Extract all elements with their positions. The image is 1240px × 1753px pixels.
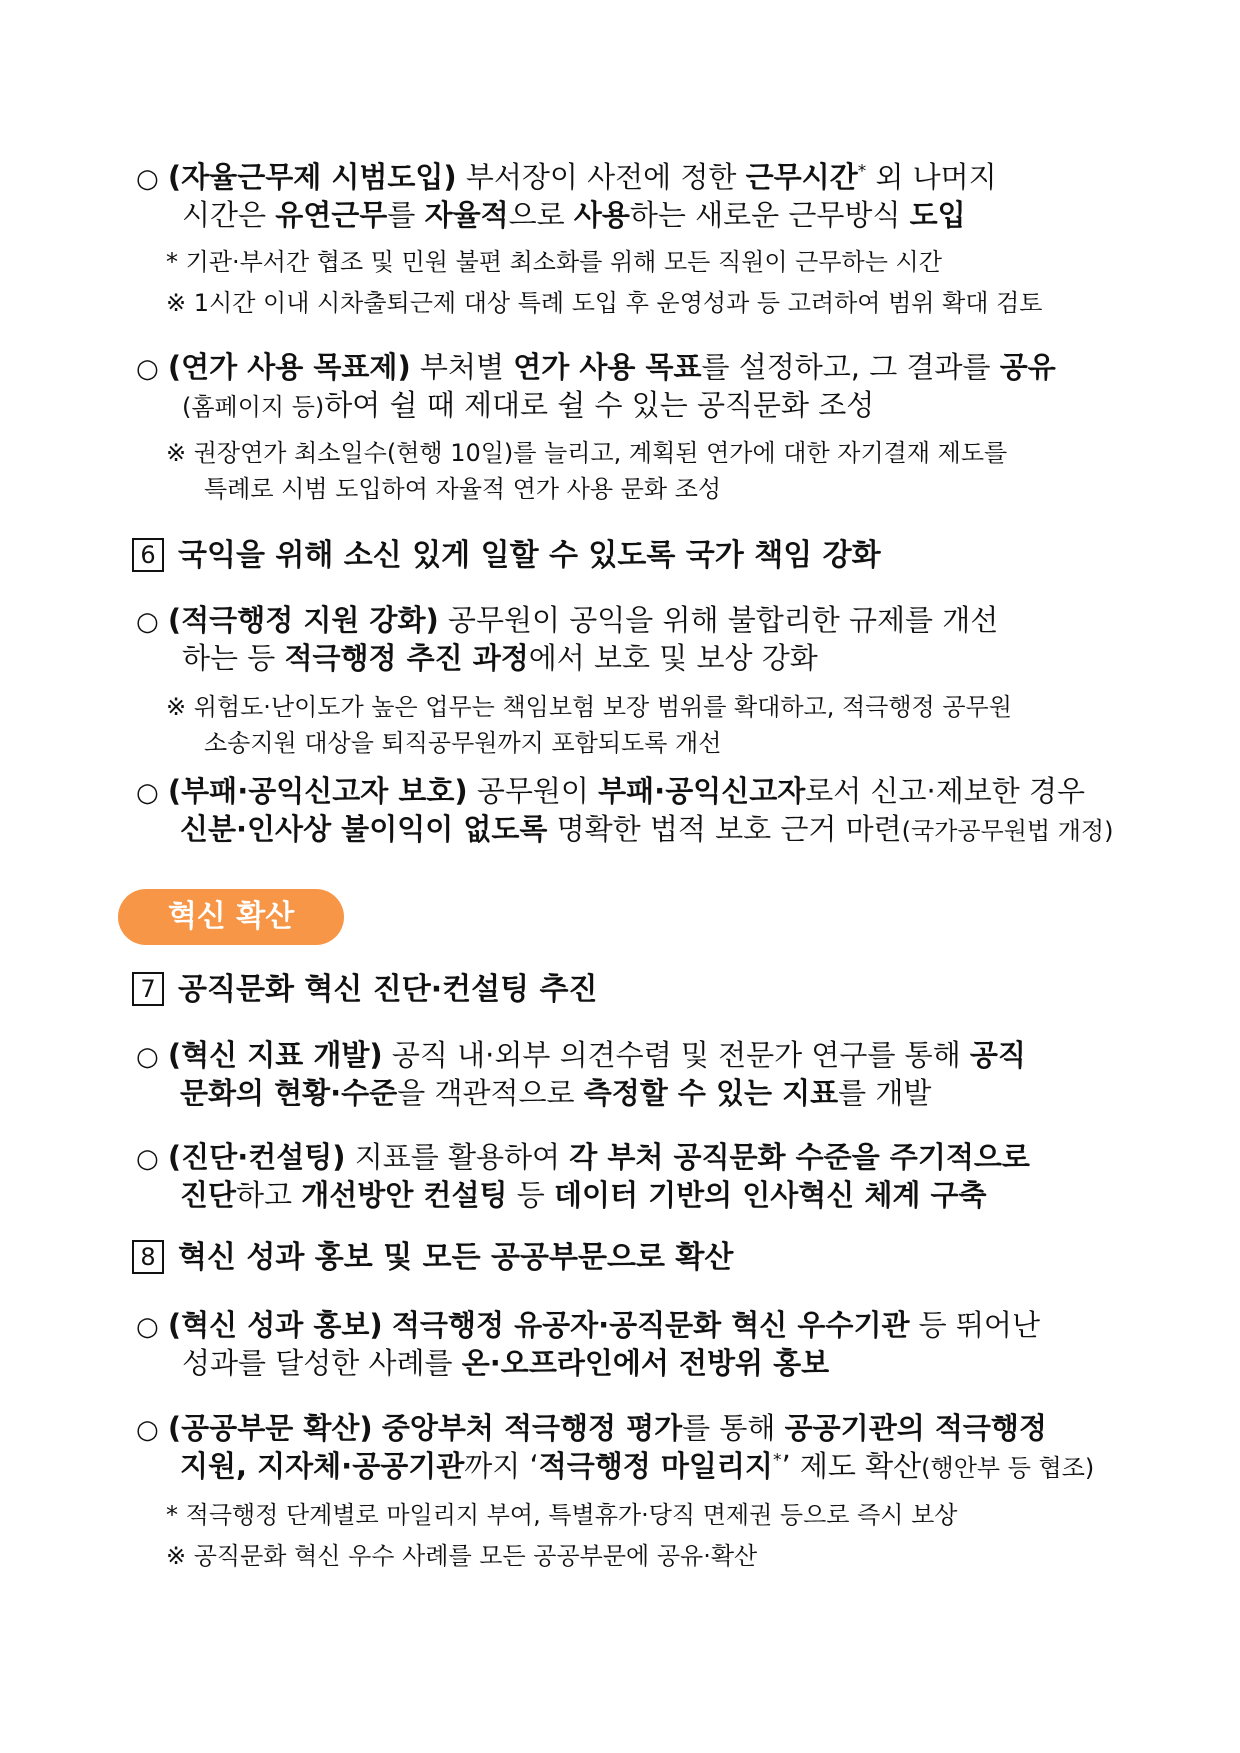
text: (국가공무원법 개정) xyxy=(901,817,1114,845)
bullet-circle-icon: ○ xyxy=(136,164,159,194)
text: 공무원이 xyxy=(467,774,599,808)
footnote: * 적극행정 단계별로 마일리지 부여, 특별휴가·당직 면제권 등으로 즉시 보상 xyxy=(166,1501,958,1529)
item-title: (자율근무제 시범도입) xyxy=(167,160,457,194)
bullet-circle-icon: ○ xyxy=(136,607,159,637)
item-title: (진단·컨설팅) xyxy=(167,1140,346,1174)
item-title: (혁신 지표 개발) xyxy=(167,1038,383,1072)
text: 등 xyxy=(507,1178,554,1212)
emph-text: 자율적 xyxy=(424,198,509,232)
text: 하여 쉴 때 제대로 쉴 수 있는 공직문화 조성 xyxy=(324,388,875,422)
text xyxy=(383,1308,392,1342)
emph-text: 적극행정 유공자·공직문화 혁신 우수기관 xyxy=(391,1308,910,1342)
text: 공무원이 공익을 위해 불합리한 규제를 개선 xyxy=(438,603,999,637)
text: (홈페이지 등) xyxy=(182,393,325,421)
text: 를 xyxy=(387,198,425,232)
emph-text: 근무시간 xyxy=(745,160,858,194)
emph-text: 데이터 기반의 인사혁신 체계 구축 xyxy=(553,1178,987,1212)
item-line-2 xyxy=(180,1074,931,1112)
text: 를 설정하고, 그 결과를 xyxy=(701,350,1000,384)
section-title: 국익을 위해 소신 있게 일할 수 있도록 국가 책임 강화 xyxy=(178,538,881,573)
item-line-2 xyxy=(182,196,966,234)
section-heading-8 xyxy=(132,1238,733,1278)
emph-text: 진단 xyxy=(180,1178,237,1212)
bullet-circle-icon: ○ xyxy=(136,1042,159,1072)
text: 으로 xyxy=(508,198,574,232)
emph-text: 지원, 지자체·공공기관 xyxy=(180,1449,465,1483)
item-line-1 xyxy=(136,158,997,198)
item-line-1 xyxy=(136,1306,1040,1346)
reference-note: ※ 위험도·난이도가 높은 업무는 책임보험 보장 범위를 확대하고, 적극행정 공무원 xyxy=(166,693,1012,721)
item-line-1 xyxy=(136,348,1056,388)
item-title: (공공부문 확산) xyxy=(167,1411,373,1445)
text: 로서 신고·제보한 경우 xyxy=(805,774,1086,808)
item-title: (혁신 성과 홍보) xyxy=(167,1308,383,1342)
item-line-2 xyxy=(182,639,818,677)
section-title: 공직문화 혁신 진단·컨설팅 추진 xyxy=(178,972,598,1007)
text: 하고 xyxy=(236,1178,302,1212)
item-line-2 xyxy=(180,1176,987,1214)
section-heading-7 xyxy=(132,970,597,1010)
text: ’ 제도 확산 xyxy=(781,1449,922,1483)
item-line-1 xyxy=(136,601,998,641)
emph-text: 온·오프라인에서 전방위 홍보 xyxy=(461,1346,830,1380)
reference-note: ※ 1시간 이내 시차출퇴근제 대상 특례 도입 후 운영성과 등 고려하여 범위 확대 검토 xyxy=(166,289,1043,317)
emph-text: 중앙부처 적극행정 평가 xyxy=(381,1411,683,1445)
emph-text: 문화의 현황·수준 xyxy=(180,1076,398,1110)
text: 등 뛰어난 xyxy=(909,1308,1040,1342)
text: 하는 새로운 근무방식 xyxy=(629,198,910,232)
emph-text: 공직 xyxy=(969,1038,1026,1072)
text: 까지 ‘ xyxy=(464,1449,539,1483)
item-line-1 xyxy=(136,1409,1047,1449)
text: 외 나머지 xyxy=(866,160,997,194)
bullet-circle-icon: ○ xyxy=(136,354,159,384)
emph-text: 연가 사용 목표 xyxy=(513,350,702,384)
section-number-box: 7 xyxy=(132,972,164,1006)
reference-note: ※ 공직문화 혁신 우수 사례를 모든 공공부문에 공유·확산 xyxy=(166,1542,758,1570)
text: 하는 등 xyxy=(182,641,285,675)
emph-text: 부패·공익신고자 xyxy=(598,774,806,808)
section-heading-6 xyxy=(132,536,881,576)
item-title: (부패·공익신고자 보호) xyxy=(167,774,468,808)
item-line-1 xyxy=(136,1036,1026,1076)
emph-text: 적극행정 마일리지 xyxy=(538,1449,773,1483)
text: 부처별 xyxy=(410,350,514,384)
reference-note-cont: 특례로 시범 도입하여 자율적 연가 사용 문화 조성 xyxy=(204,475,722,503)
section-number-box: 8 xyxy=(132,1240,164,1274)
emph-text: 공공기관의 적극행정 xyxy=(784,1411,1047,1445)
emph-text: 유연근무 xyxy=(275,198,388,232)
footnote-mark: * xyxy=(772,1450,782,1471)
text: 공직 내·외부 의견수렴 및 전문가 연구를 통해 xyxy=(382,1038,970,1072)
text: 성과를 달성한 사례를 xyxy=(182,1346,462,1380)
text: 에서 보호 및 보상 강화 xyxy=(528,641,818,675)
emph-text: 사용 xyxy=(573,198,630,232)
text: 시간은 xyxy=(182,198,276,232)
emph-text: 신분·인사상 불이익이 없도록 xyxy=(180,812,548,846)
text: (행안부 등 협조) xyxy=(921,1454,1095,1482)
item-line-1 xyxy=(136,1138,1030,1178)
emph-text: 개선방안 컨설팅 xyxy=(301,1178,508,1212)
bullet-circle-icon: ○ xyxy=(136,1312,159,1342)
item-title: (적극행정 지원 강화) xyxy=(167,603,439,637)
text: 부서장이 사전에 정한 xyxy=(456,160,746,194)
emph-text: 공유 xyxy=(999,350,1056,384)
bullet-circle-icon: ○ xyxy=(136,778,159,808)
emph-text: 측정할 수 있는 지표 xyxy=(583,1076,839,1110)
reference-note: ※ 권장연가 최소일수(현행 10일)를 늘리고, 계획된 연가에 대한 자기결재 제도를 xyxy=(166,439,1008,467)
text: 를 통해 xyxy=(682,1411,785,1445)
item-line-2 xyxy=(180,810,1113,850)
category-pill: 혁신 확산 xyxy=(118,889,344,945)
item-title: (연가 사용 목표제) xyxy=(167,350,411,384)
item-line-2 xyxy=(182,1344,829,1382)
text: 지표를 활용하여 xyxy=(345,1140,570,1174)
text: 명확한 법적 보호 근거 마련 xyxy=(547,812,902,846)
bullet-circle-icon: ○ xyxy=(136,1415,159,1445)
item-line-1 xyxy=(136,772,1085,812)
text: 을 객관적으로 xyxy=(397,1076,584,1110)
text: 를 개발 xyxy=(838,1076,932,1110)
section-number-box: 6 xyxy=(132,538,164,572)
footnote-mark: * xyxy=(857,161,867,182)
emph-text: 적극행정 추진 과정 xyxy=(284,641,529,675)
section-title: 혁신 성과 홍보 및 모든 공공부문으로 확산 xyxy=(178,1240,734,1275)
item-line-2 xyxy=(180,1447,1094,1487)
bullet-circle-icon: ○ xyxy=(136,1144,159,1174)
reference-note-cont: 소송지원 대상을 퇴직공무원까지 포함되도록 개선 xyxy=(204,729,722,757)
footnote: * 기관·부서간 협조 및 민원 불편 최소화를 위해 모든 직원이 근무하는 시간 xyxy=(166,248,942,276)
text xyxy=(373,1411,382,1445)
emph-text: 도입 xyxy=(909,198,966,232)
emph-text: 각 부처 공직문화 수준을 주기적으로 xyxy=(569,1140,1030,1174)
item-line-2 xyxy=(182,386,874,426)
